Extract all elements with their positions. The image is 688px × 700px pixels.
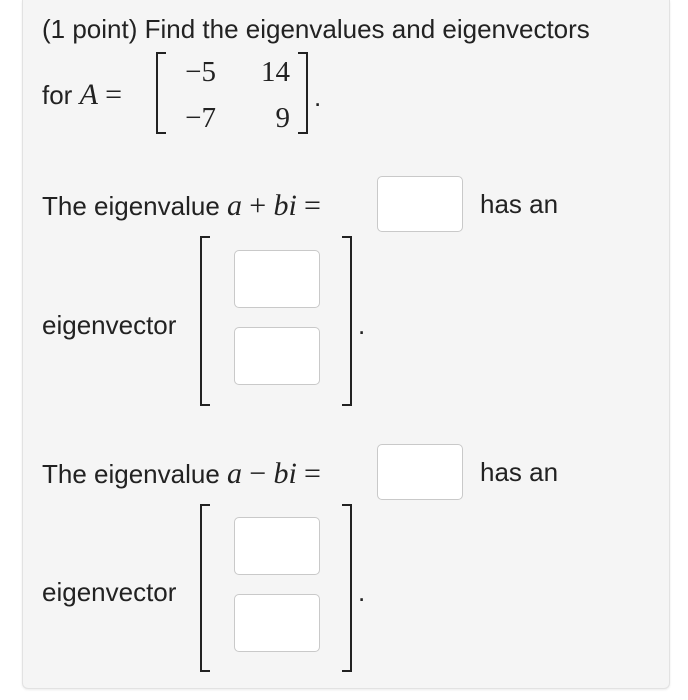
eigenvector-1-label: eigenvector	[42, 310, 177, 340]
right-bracket	[342, 504, 352, 672]
has-an-2: has an	[480, 457, 559, 487]
eigenvalue-1-input[interactable]	[377, 176, 463, 232]
problem-prompt: (1 point) Find the eigenvalues and eigenvectors	[42, 14, 590, 44]
eigenvector-2-entry-1[interactable]	[234, 517, 320, 575]
eigenvector-2-label: eigenvector	[42, 577, 177, 607]
right-bracket	[342, 236, 352, 406]
matrix-cell-2-2: 9	[275, 102, 290, 134]
eigenvector-2-period: .	[358, 577, 366, 607]
for-label: for A =	[42, 78, 123, 111]
eigenvector-2-entry-2[interactable]	[234, 594, 320, 652]
left-bracket	[156, 52, 166, 134]
matrix-cell-1-2: 14	[261, 56, 290, 88]
eigenvalue-1-label: The eigenvalue a + bi =	[42, 189, 321, 222]
matrix-cell-2-1: −7	[185, 102, 216, 134]
eigenvector-1-entry-2[interactable]	[234, 327, 320, 385]
has-an-1: has an	[480, 189, 559, 219]
eigenvalue-2-label: The eigenvalue a − bi =	[42, 457, 321, 490]
eigenvector-1-entry-1[interactable]	[234, 250, 320, 308]
left-bracket	[200, 504, 210, 672]
eigenvalue-2-input[interactable]	[377, 444, 463, 500]
problem-period: .	[314, 82, 322, 112]
matrix-symbol: A	[79, 78, 98, 111]
matrix-cell-1-1: −5	[185, 56, 216, 88]
right-bracket	[298, 52, 308, 134]
left-bracket	[200, 236, 210, 406]
eigenvector-1-period: .	[358, 310, 366, 340]
equals-sign: =	[105, 78, 123, 111]
